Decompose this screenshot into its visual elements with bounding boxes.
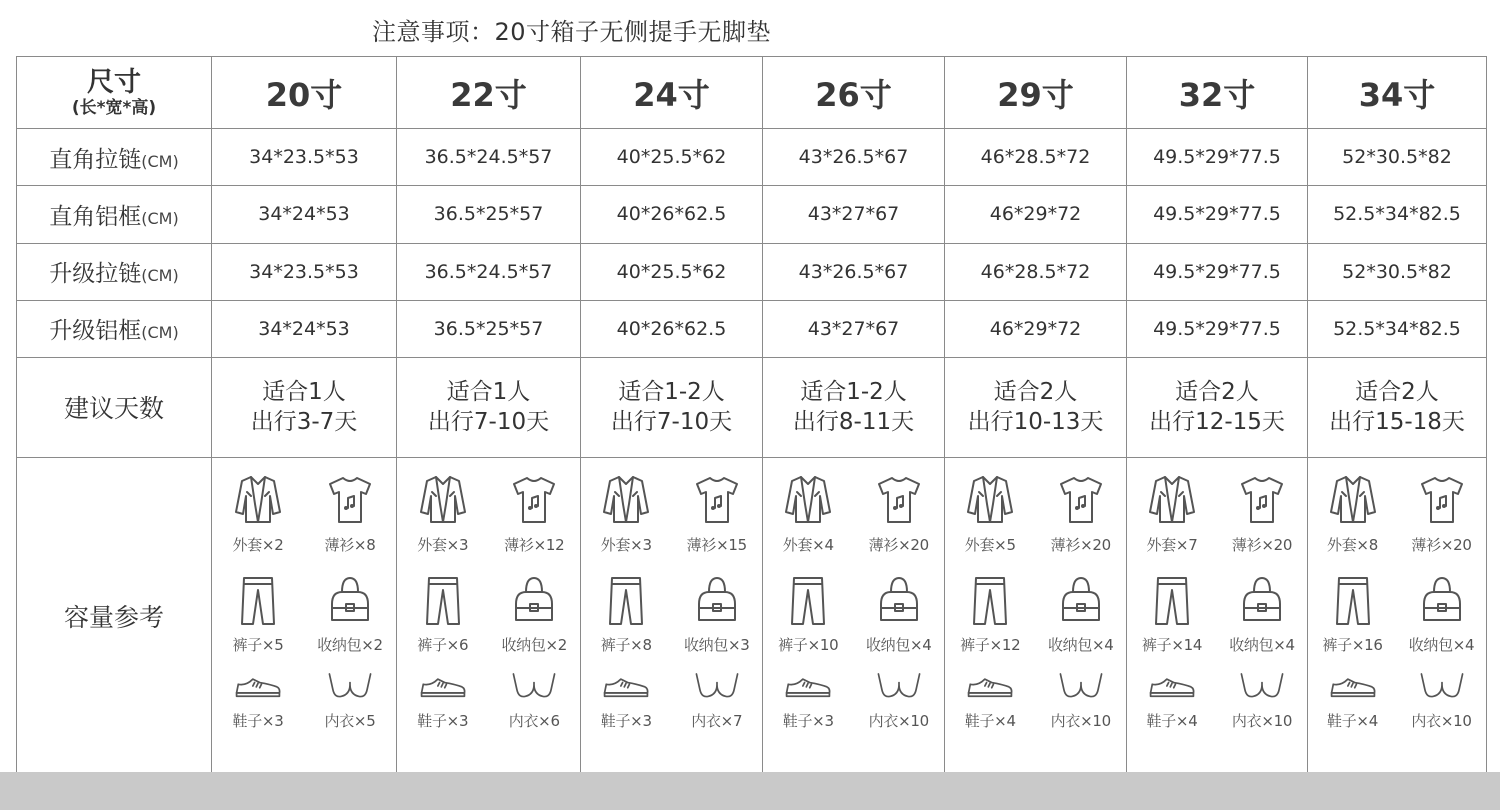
capacity-item-label: 内衣×7 bbox=[691, 712, 743, 731]
capacity-cell bbox=[945, 458, 1127, 774]
size-spec-table bbox=[16, 56, 1487, 774]
bag-icon bbox=[326, 564, 374, 630]
dimension-cell: 40*25.5*62 bbox=[581, 243, 763, 300]
capacity-item bbox=[763, 564, 854, 664]
capacity-item bbox=[672, 564, 763, 664]
dimension-cell: 52*30.5*82 bbox=[1308, 129, 1487, 186]
capacity-item bbox=[1127, 664, 1217, 744]
capacity-item bbox=[1308, 464, 1397, 564]
tshirt-icon bbox=[326, 464, 374, 530]
dimension-cell: 43*27*67 bbox=[763, 300, 945, 357]
capacity-grid bbox=[763, 464, 944, 754]
capacity-item-label: 鞋子×4 bbox=[1146, 712, 1198, 731]
pants-icon bbox=[1329, 564, 1377, 630]
tshirt-icon bbox=[693, 464, 741, 530]
unit-label: (CM) bbox=[141, 208, 179, 228]
unit-label: (CM) bbox=[141, 151, 179, 171]
capacity-item bbox=[1397, 664, 1486, 744]
tshirt-icon bbox=[510, 464, 558, 530]
dimension-cell: 40*25.5*62 bbox=[581, 129, 763, 186]
capacity-grid bbox=[1308, 464, 1486, 754]
capacity-cell bbox=[1308, 458, 1487, 774]
shoe-icon bbox=[1329, 664, 1377, 706]
capacity-item-label: 内衣×10 bbox=[1231, 712, 1293, 731]
header-row bbox=[17, 57, 1487, 129]
capacity-item bbox=[672, 664, 763, 744]
dimension-cell: 49.5*29*77.5 bbox=[1127, 129, 1308, 186]
bag-icon bbox=[1238, 564, 1286, 630]
capacity-item bbox=[1036, 664, 1127, 744]
capacity-item-label: 裤子×10 bbox=[778, 636, 839, 655]
dimension-cell: 49.5*29*77.5 bbox=[1127, 243, 1308, 300]
capacity-item-label: 收纳包×4 bbox=[1047, 636, 1114, 655]
dimension-row bbox=[17, 300, 1487, 357]
capacity-item-label: 外套×2 bbox=[232, 536, 284, 555]
shoe-icon bbox=[966, 664, 1014, 706]
days-people: 适合1人 bbox=[446, 379, 531, 406]
capacity-item bbox=[489, 664, 581, 744]
capacity-item bbox=[581, 564, 672, 664]
size-header: 20寸 bbox=[212, 57, 397, 129]
days-cell bbox=[581, 357, 763, 457]
capacity-item-label: 外套×3 bbox=[417, 536, 469, 555]
bag-icon bbox=[510, 564, 558, 630]
dimension-row-label bbox=[17, 300, 212, 357]
tshirt-icon bbox=[1238, 464, 1286, 530]
capacity-item bbox=[763, 464, 854, 564]
size-header: 29寸 bbox=[945, 57, 1127, 129]
capacity-item-label: 鞋子×3 bbox=[417, 712, 469, 731]
dimension-cell: 46*29*72 bbox=[945, 300, 1127, 357]
dimension-cell: 52.5*34*82.5 bbox=[1308, 300, 1487, 357]
capacity-item bbox=[304, 664, 396, 744]
capacity-item-label: 鞋子×3 bbox=[600, 712, 652, 731]
capacity-item-label: 内衣×6 bbox=[508, 712, 560, 731]
capacity-item-label: 内衣×10 bbox=[868, 712, 929, 731]
capacity-label: 容量参考 bbox=[17, 458, 212, 774]
days-people: 适合1-2人 bbox=[618, 379, 725, 406]
days-people: 适合2人 bbox=[1175, 379, 1259, 406]
corner-subtitle: (长*宽*高) bbox=[71, 97, 157, 118]
capacity-item-label: 外套×3 bbox=[600, 536, 652, 555]
capacity-item bbox=[212, 564, 304, 664]
days-duration: 出行12-15天 bbox=[1149, 409, 1285, 436]
dimension-cell: 34*24*53 bbox=[212, 186, 397, 243]
coat-icon bbox=[234, 464, 282, 530]
capacity-item-label: 收纳包×2 bbox=[501, 636, 568, 655]
notice-text: 注意事项：20寸箱子无侧提手无脚垫 bbox=[372, 18, 772, 46]
days-duration: 出行7-10天 bbox=[427, 409, 550, 436]
size-header: 26寸 bbox=[763, 57, 945, 129]
coat-icon bbox=[784, 464, 832, 530]
capacity-item-label: 裤子×16 bbox=[1322, 636, 1383, 655]
dimension-cell: 34*23.5*53 bbox=[212, 243, 397, 300]
capacity-item bbox=[854, 664, 945, 744]
capacity-item-label: 外套×8 bbox=[1327, 536, 1378, 555]
days-cell bbox=[1127, 357, 1308, 457]
pants-icon bbox=[602, 564, 650, 630]
capacity-item bbox=[1397, 464, 1486, 564]
capacity-item-label: 收纳包×4 bbox=[865, 636, 932, 655]
capacity-item bbox=[397, 664, 489, 744]
dimension-cell: 49.5*29*77.5 bbox=[1127, 186, 1308, 243]
capacity-item bbox=[672, 464, 763, 564]
row-label-text: 升级铝框 bbox=[49, 318, 142, 345]
capacity-item-label: 裤子×14 bbox=[1141, 636, 1203, 655]
capacity-item-label: 裤子×8 bbox=[600, 636, 652, 655]
dimension-cell: 52.5*34*82.5 bbox=[1308, 186, 1487, 243]
capacity-item bbox=[1397, 564, 1486, 664]
dimension-cell: 36.5*25*57 bbox=[397, 186, 581, 243]
row-label-text: 升级拉链 bbox=[49, 261, 142, 288]
tshirt-icon bbox=[875, 464, 923, 530]
capacity-grid bbox=[581, 464, 762, 754]
dimension-cell: 43*26.5*67 bbox=[763, 243, 945, 300]
coat-icon bbox=[1148, 464, 1196, 530]
capacity-item bbox=[1127, 564, 1217, 664]
capacity-cell bbox=[212, 458, 397, 774]
bottom-bar bbox=[0, 772, 1500, 810]
days-row bbox=[17, 357, 1487, 457]
capacity-item-label: 裤子×12 bbox=[960, 636, 1021, 655]
days-label: 建议天数 bbox=[17, 357, 212, 457]
days-duration: 出行3-7天 bbox=[250, 409, 358, 436]
dimension-cell: 40*26*62.5 bbox=[581, 186, 763, 243]
capacity-item bbox=[1308, 664, 1397, 744]
days-people: 适合2人 bbox=[993, 379, 1078, 406]
capacity-grid bbox=[212, 464, 396, 754]
shoe-icon bbox=[1148, 664, 1196, 706]
capacity-item bbox=[1308, 564, 1397, 664]
capacity-cell bbox=[1127, 458, 1308, 774]
dimension-row bbox=[17, 186, 1487, 243]
capacity-item-label: 薄衫×20 bbox=[868, 536, 929, 555]
dimension-cell: 36.5*24.5*57 bbox=[397, 129, 581, 186]
dimension-row-label bbox=[17, 243, 212, 300]
capacity-item bbox=[1036, 564, 1127, 664]
days-people: 适合1-2人 bbox=[800, 379, 907, 406]
pants-icon bbox=[784, 564, 832, 630]
capacity-item bbox=[945, 564, 1036, 664]
shoe-icon bbox=[419, 664, 467, 706]
coat-icon bbox=[1329, 464, 1377, 530]
shoe-icon bbox=[234, 664, 282, 706]
days-cell bbox=[1308, 357, 1487, 457]
capacity-item-label: 鞋子×3 bbox=[232, 712, 284, 731]
capacity-cell bbox=[397, 458, 581, 774]
underwear-icon bbox=[1418, 664, 1466, 706]
coat-icon bbox=[419, 464, 467, 530]
bag-icon bbox=[1418, 564, 1466, 630]
capacity-item-label: 外套×4 bbox=[782, 536, 834, 555]
days-duration: 出行15-18天 bbox=[1329, 409, 1465, 436]
unit-label: (CM) bbox=[141, 266, 179, 286]
capacity-item-label: 薄衫×12 bbox=[504, 536, 565, 555]
days-cell bbox=[212, 357, 397, 457]
capacity-item bbox=[1217, 564, 1307, 664]
capacity-item-label: 外套×7 bbox=[1146, 536, 1198, 555]
row-label-text: 直角拉链 bbox=[49, 146, 142, 173]
dimension-cell: 46*29*72 bbox=[945, 186, 1127, 243]
pants-icon bbox=[234, 564, 282, 630]
capacity-item-label: 薄衫×8 bbox=[324, 536, 376, 555]
capacity-item-label: 裤子×5 bbox=[232, 636, 284, 655]
days-cell bbox=[945, 357, 1127, 457]
underwear-icon bbox=[875, 664, 923, 706]
underwear-icon bbox=[693, 664, 741, 706]
shoe-icon bbox=[602, 664, 650, 706]
capacity-item-label: 内衣×10 bbox=[1050, 712, 1111, 731]
capacity-item-label: 内衣×5 bbox=[324, 712, 376, 731]
capacity-item bbox=[304, 564, 396, 664]
dimension-cell: 36.5*24.5*57 bbox=[397, 243, 581, 300]
days-people: 适合2人 bbox=[1355, 379, 1439, 406]
capacity-item-label: 鞋子×4 bbox=[1327, 712, 1378, 731]
dimension-cell: 36.5*25*57 bbox=[397, 300, 581, 357]
size-header: 34寸 bbox=[1308, 57, 1487, 129]
dimension-row bbox=[17, 243, 1487, 300]
capacity-item-label: 薄衫×20 bbox=[1411, 536, 1472, 555]
capacity-item-label: 鞋子×4 bbox=[964, 712, 1016, 731]
capacity-item bbox=[489, 464, 581, 564]
underwear-icon bbox=[1057, 664, 1105, 706]
capacity-cell bbox=[581, 458, 763, 774]
capacity-item-label: 薄衫×15 bbox=[686, 536, 747, 555]
capacity-item-label: 内衣×10 bbox=[1411, 712, 1472, 731]
capacity-item bbox=[1217, 664, 1307, 744]
tshirt-icon bbox=[1057, 464, 1105, 530]
dimension-cell: 34*24*53 bbox=[212, 300, 397, 357]
capacity-grid bbox=[945, 464, 1126, 754]
capacity-item bbox=[854, 564, 945, 664]
capacity-item bbox=[581, 664, 672, 744]
bag-icon bbox=[1057, 564, 1105, 630]
capacity-item bbox=[397, 564, 489, 664]
underwear-icon bbox=[326, 664, 374, 706]
capacity-item bbox=[397, 464, 489, 564]
dimension-cell: 52*30.5*82 bbox=[1308, 243, 1487, 300]
capacity-grid bbox=[1127, 464, 1307, 754]
capacity-item bbox=[763, 664, 854, 744]
capacity-item-label: 薄衫×20 bbox=[1231, 536, 1293, 555]
capacity-cell bbox=[763, 458, 945, 774]
bag-icon bbox=[693, 564, 741, 630]
capacity-item bbox=[945, 464, 1036, 564]
dimension-row-label bbox=[17, 129, 212, 186]
coat-icon bbox=[602, 464, 650, 530]
capacity-item-label: 收纳包×2 bbox=[317, 636, 383, 655]
dimension-row bbox=[17, 129, 1487, 186]
underwear-icon bbox=[510, 664, 558, 706]
capacity-item bbox=[489, 564, 581, 664]
capacity-item-label: 收纳包×4 bbox=[1408, 636, 1475, 655]
size-header: 32寸 bbox=[1127, 57, 1308, 129]
capacity-item-label: 裤子×6 bbox=[417, 636, 469, 655]
dimension-cell: 43*26.5*67 bbox=[763, 129, 945, 186]
dimension-cell: 49.5*29*77.5 bbox=[1127, 300, 1308, 357]
capacity-item bbox=[212, 464, 304, 564]
shoe-icon bbox=[784, 664, 832, 706]
dimension-cell: 46*28.5*72 bbox=[945, 129, 1127, 186]
coat-icon bbox=[966, 464, 1014, 530]
days-duration: 出行8-11天 bbox=[792, 409, 915, 436]
capacity-item bbox=[581, 464, 672, 564]
days-cell bbox=[763, 357, 945, 457]
capacity-item bbox=[1217, 464, 1307, 564]
days-people: 适合1人 bbox=[262, 379, 346, 406]
corner-title: 尺寸 bbox=[87, 66, 141, 98]
capacity-item bbox=[212, 664, 304, 744]
dimension-cell: 46*28.5*72 bbox=[945, 243, 1127, 300]
pants-icon bbox=[1148, 564, 1196, 630]
dimension-cell: 43*27*67 bbox=[763, 186, 945, 243]
days-duration: 出行7-10天 bbox=[610, 409, 733, 436]
days-duration: 出行10-13天 bbox=[967, 409, 1104, 436]
capacity-item-label: 收纳包×4 bbox=[1229, 636, 1295, 655]
corner-header bbox=[17, 57, 212, 129]
capacity-item-label: 薄衫×20 bbox=[1050, 536, 1111, 555]
capacity-item bbox=[854, 464, 945, 564]
dimension-row-label bbox=[17, 186, 212, 243]
capacity-item bbox=[945, 664, 1036, 744]
days-cell bbox=[397, 357, 581, 457]
size-header: 22寸 bbox=[397, 57, 581, 129]
unit-label: (CM) bbox=[141, 323, 179, 343]
capacity-grid bbox=[397, 464, 580, 754]
capacity-item bbox=[304, 464, 396, 564]
dimension-cell: 40*26*62.5 bbox=[581, 300, 763, 357]
pants-icon bbox=[966, 564, 1014, 630]
capacity-item bbox=[1127, 464, 1217, 564]
capacity-item-label: 外套×5 bbox=[964, 536, 1016, 555]
capacity-item-label: 收纳包×3 bbox=[683, 636, 750, 655]
tshirt-icon bbox=[1418, 464, 1466, 530]
capacity-item bbox=[1036, 464, 1127, 564]
capacity-item-label: 鞋子×3 bbox=[782, 712, 834, 731]
dimension-cell: 34*23.5*53 bbox=[212, 129, 397, 186]
bag-icon bbox=[875, 564, 923, 630]
pants-icon bbox=[419, 564, 467, 630]
capacity-row bbox=[17, 458, 1487, 774]
underwear-icon bbox=[1238, 664, 1286, 706]
size-header: 24寸 bbox=[581, 57, 763, 129]
row-label-text: 直角铝框 bbox=[49, 203, 142, 230]
